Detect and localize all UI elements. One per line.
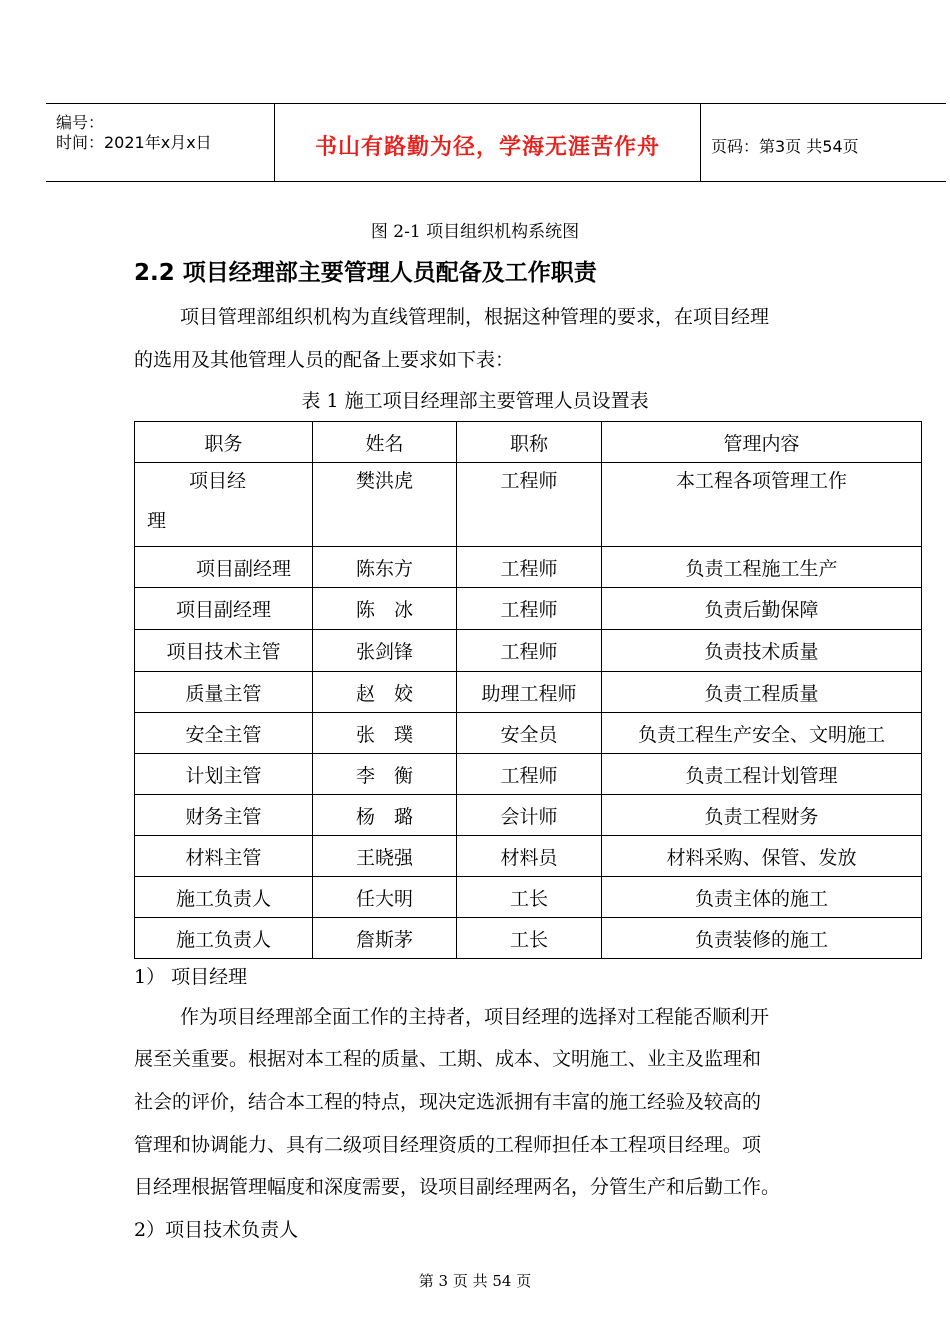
document-time-label: 时间：2021年x月x日 xyxy=(56,133,212,152)
cell-title: 工程师 xyxy=(457,630,602,672)
cell-name: 王晓强 xyxy=(313,836,457,877)
cell-position: 项目副经理 xyxy=(135,547,313,588)
cell-duty: 负责后勤保障 xyxy=(602,588,922,630)
cell-name: 赵 姣 xyxy=(313,672,457,713)
cell-name: 陈 冰 xyxy=(313,588,457,630)
cell-duty: 负责工程施工生产 xyxy=(602,547,922,588)
cell-position: 施工负责人 xyxy=(135,918,313,959)
cell-title: 工程师 xyxy=(457,547,602,588)
table-row xyxy=(135,918,922,959)
cell-name: 任大明 xyxy=(313,877,457,918)
table-row xyxy=(135,877,922,918)
table-row xyxy=(135,795,922,836)
table-header-row xyxy=(135,422,922,463)
subsection-1-heading: 1） 项目经理 xyxy=(134,966,248,988)
table-row xyxy=(135,672,922,713)
cell-title: 工程师 xyxy=(457,588,602,630)
document-code-label: 编号： xyxy=(56,113,105,132)
cell-position-line-2: 理 xyxy=(147,510,167,532)
cell-duty: 负责工程财务 xyxy=(602,795,922,836)
header-page-info: 页码：第3页 共54页 xyxy=(711,137,859,156)
cell-position-line-1: 项目经 xyxy=(189,470,247,492)
page-footer: 第 3 页 共 54 页 xyxy=(418,1272,532,1290)
cell-title: 工长 xyxy=(457,918,602,959)
table-row xyxy=(135,463,922,547)
cell-duty: 本工程各项管理工作 xyxy=(602,463,922,547)
header-duty: 管理内容 xyxy=(602,422,922,463)
page-header xyxy=(46,103,946,182)
cell-name: 詹斯茅 xyxy=(313,918,457,959)
cell-name: 陈东方 xyxy=(313,547,457,588)
cell-title: 工程师 xyxy=(457,463,602,547)
cell-position: 财务主管 xyxy=(135,795,313,836)
table-row xyxy=(135,713,922,754)
table-row xyxy=(135,754,922,795)
intro-line-2: 的选用及其他管理人员的配备上要求如下表： xyxy=(134,349,515,371)
cell-name: 樊洪虎 xyxy=(313,463,457,547)
body-line: 展至关重要。根据对本工程的质量、工期、成本、文明施工、业主及监理和 xyxy=(134,1048,762,1070)
cell-position: 安全主管 xyxy=(135,713,313,754)
cell-title: 会计师 xyxy=(457,795,602,836)
section-title: 2.2 项目经理部主要管理人员配备及工作职责 xyxy=(134,260,597,286)
cell-position xyxy=(135,463,313,547)
table-row xyxy=(135,630,922,672)
body-line: 目经理根据管理幅度和深度需要，设项目副经理两名，分管生产和后勤工作。 xyxy=(134,1176,781,1198)
table-row xyxy=(135,588,922,630)
header-motto: 书山有路勤为径，学海无涯苦作舟 xyxy=(314,135,660,160)
table-caption: 表 1 施工项目经理部主要管理人员设置表 xyxy=(301,390,649,412)
body-line: 管理和协调能力、具有二级项目经理资质的工程师担任本工程项目经理。项 xyxy=(134,1134,762,1156)
header-title: 职称 xyxy=(457,422,602,463)
cell-duty: 负责装修的施工 xyxy=(602,918,922,959)
cell-position: 施工负责人 xyxy=(135,877,313,918)
cell-position: 项目副经理 xyxy=(135,588,313,630)
cell-title: 安全员 xyxy=(457,713,602,754)
cell-title: 助理工程师 xyxy=(457,672,602,713)
cell-title: 工程师 xyxy=(457,754,602,795)
cell-duty: 负责工程计划管理 xyxy=(602,754,922,795)
cell-duty: 负责工程生产安全、文明施工 xyxy=(602,713,922,754)
subsection-2-heading: 2）项目技术负责人 xyxy=(134,1219,299,1241)
cell-position: 材料主管 xyxy=(135,836,313,877)
staff-table xyxy=(134,421,922,959)
header-motto-cell xyxy=(275,104,701,181)
body-line: 作为项目经理部全面工作的主持者，项目经理的选择对工程能否顺利开 xyxy=(180,1006,770,1028)
cell-name: 杨 璐 xyxy=(313,795,457,836)
cell-duty: 负责技术质量 xyxy=(602,630,922,672)
header-meta-cell xyxy=(46,104,275,181)
figure-caption: 图 2-1 项目组织机构系统图 xyxy=(370,222,580,242)
table-row xyxy=(135,547,922,588)
cell-duty: 材料采购、保管、发放 xyxy=(602,836,922,877)
cell-title: 工长 xyxy=(457,877,602,918)
cell-duty: 负责工程质量 xyxy=(602,672,922,713)
header-page-cell xyxy=(701,104,946,181)
header-position: 职务 xyxy=(135,422,313,463)
cell-duty: 负责主体的施工 xyxy=(602,877,922,918)
table-row xyxy=(135,836,922,877)
header-name: 姓名 xyxy=(313,422,457,463)
cell-name: 李 衡 xyxy=(313,754,457,795)
cell-position: 质量主管 xyxy=(135,672,313,713)
cell-position: 计划主管 xyxy=(135,754,313,795)
cell-name: 张剑锋 xyxy=(313,630,457,672)
body-line: 社会的评价，结合本工程的特点，现决定选派拥有丰富的施工经验及较高的 xyxy=(134,1091,762,1113)
cell-name: 张 璞 xyxy=(313,713,457,754)
intro-line-1: 项目管理部组织机构为直线管理制，根据这种管理的要求，在项目经理 xyxy=(180,306,770,328)
cell-position: 项目技术主管 xyxy=(135,630,313,672)
cell-title: 材料员 xyxy=(457,836,602,877)
